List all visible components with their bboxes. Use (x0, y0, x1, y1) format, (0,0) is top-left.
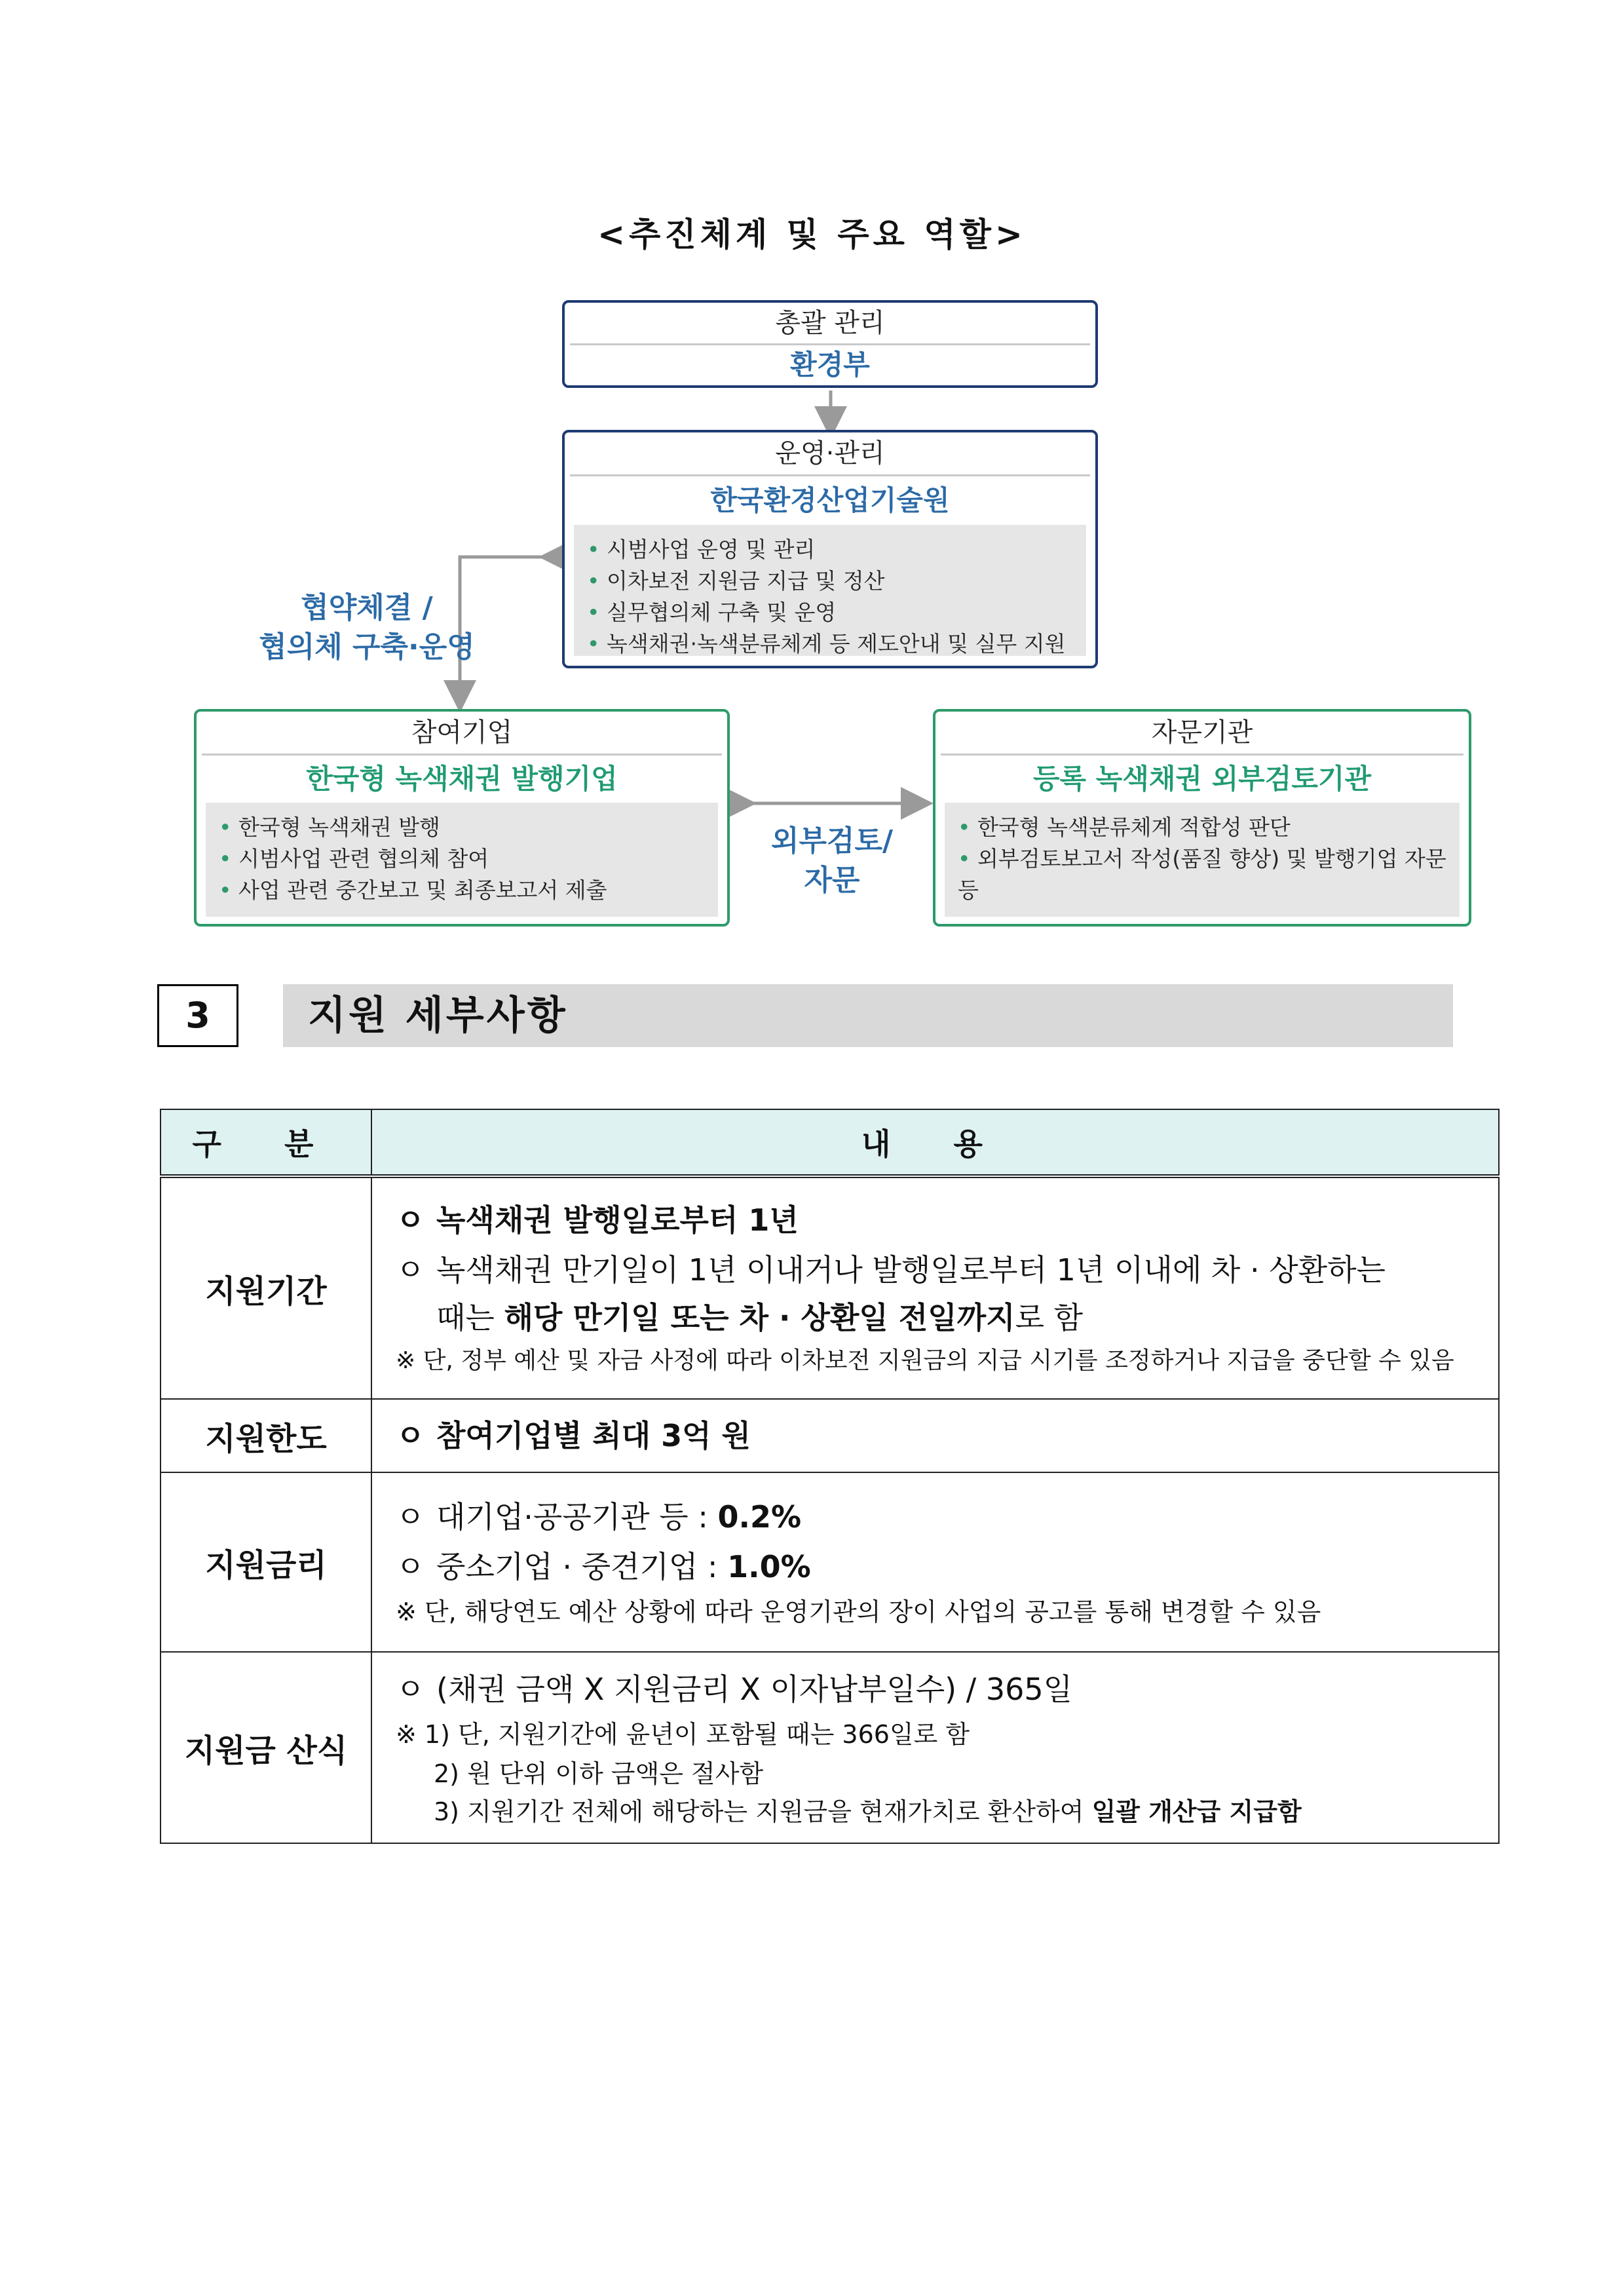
list-item: • 시범사업 관련 협의체 참여 (219, 843, 705, 875)
bullet-icon: ㅇ (396, 1418, 425, 1453)
formula-note-2: 2) 원 단위 이하 금액은 절사함 (434, 1759, 764, 1788)
list-item: • 한국형 녹색분류체계 적합성 판단 (958, 812, 1446, 843)
box-advisory-org: 등록 녹색채권 외부검토기관 (1032, 763, 1372, 795)
list-item: • 이차보전 지원금 지급 및 정산 (587, 565, 1073, 597)
box-operation-items (574, 525, 1086, 656)
box-advisory-items (945, 803, 1460, 917)
row-content-period: ㅇ 녹색채권 발행일로부터 1년 ㅇ 녹색채권 만기일이 1년 이내거나 발행일로부터 1년 이내에 차 · 상환하는 때는 해당 만기일 또는 차 · 상환일 전일까지로 함 ※ 단, 정부 예산 및 자금 사정에 따라 이차보전 지원금의 지급 시기를 조정하거나 지급을 중단할 수 있음 (371, 1176, 1499, 1399)
table-row (161, 1399, 1499, 1472)
list-item: • 외부검토보고서 작성(품질 향상) 및 발행기업 자문 등 (958, 843, 1446, 906)
box-general-management-org: 환경부 (790, 349, 870, 381)
list-item: • 시범사업 운영 및 관리 (587, 534, 1073, 565)
table-row (161, 1176, 1499, 1399)
bullet-icon: ㅇ (396, 1252, 425, 1288)
list-item: • 사업 관련 중간보고 및 최종보고서 제출 (219, 875, 705, 906)
section-number: 3 (157, 984, 238, 1047)
box-operation-org: 한국환경산업기술원 (710, 484, 950, 516)
box-operation (562, 430, 1098, 668)
box-participating-org: 한국형 녹색채권 발행기업 (306, 763, 618, 795)
box-operation-header: 운영·관리 (570, 432, 1090, 476)
row-content-formula: ㅇ (채권 금액 X 지원금리 X 이자납부일수) / 365일 ※ 1) 단, 지원기간에 윤년이 포함될 때는 366일로 함 2) 원 단위 이하 금액은 절사함 3) 지원기간 전체에 해당하는 지원금을 현재가치로 환산하여 일괄 개산급 지급함 (371, 1652, 1499, 1843)
row-label-formula: 지원금 산식 (161, 1652, 371, 1843)
agreement-label: 협약체결 / 협의체 구축·운영 (259, 591, 475, 664)
box-advisory-header: 자문기관 (941, 712, 1463, 756)
table-header-row (161, 1109, 1499, 1176)
bullet-icon: ㅇ (396, 1672, 425, 1707)
box-general-management-header: 총괄 관리 (570, 303, 1090, 345)
bullet-icon: ㅇ (396, 1202, 425, 1238)
box-general-management (562, 300, 1098, 388)
row-label-rate: 지원금리 (161, 1472, 371, 1652)
row-label-limit: 지원한도 (161, 1399, 371, 1472)
header-content: 내 용 (371, 1109, 1499, 1176)
support-details-table (160, 1109, 1500, 1844)
formula-note-1: ※ 1) 단, 지원기간에 윤년이 포함될 때는 366일로 함 (396, 1720, 970, 1749)
rate-note: ※ 단, 해당연도 예산 상황에 따라 운영기관의 장이 사업의 공고를 통해 변경할 수 있음 (396, 1598, 1321, 1626)
formula-note-3: 3) 지원기간 전체에 해당하는 지원금을 현재가치로 환산하여 일괄 개산급 지급함 (434, 1797, 1302, 1826)
row-label-period: 지원기간 (161, 1176, 371, 1399)
section-title: 지원 세부사항 (308, 993, 568, 1039)
diagram-title: <추진체계 및 주요 역할> (597, 216, 1027, 254)
box-participating-company (194, 709, 730, 927)
period-note: ※ 단, 정부 예산 및 자금 사정에 따라 이차보전 지원금의 지급 시기를 조정하거나 지급을 중단할 수 있음 (396, 1347, 1454, 1374)
list-item: • 녹색채권·녹색분류체계 등 제도안내 및 실무 지원 (587, 628, 1073, 660)
bullet-icon: ㅇ (396, 1499, 425, 1535)
box-participating-header: 참여기업 (202, 712, 722, 756)
table-row (161, 1652, 1499, 1843)
bullet-icon: ㅇ (396, 1549, 425, 1584)
list-item: • 실무협의체 구축 및 운영 (587, 597, 1073, 628)
external-review-label: 외부검토/ 자문 (770, 824, 894, 897)
table-row (161, 1472, 1499, 1652)
list-item: • 한국형 녹색채권 발행 (219, 812, 705, 843)
header-category: 구 분 (161, 1109, 371, 1176)
box-participating-items (206, 803, 718, 917)
box-advisory (933, 709, 1471, 927)
row-content-limit: ㅇ 참여기업별 최대 3억 원 (371, 1399, 1499, 1472)
row-content-rate: ㅇ 대기업·공공기관 등 : 0.2% ㅇ 중소기업 · 중견기업 : 1.0% ※ 단, 해당연도 예산 상황에 따라 운영기관의 장이 사업의 공고를 통해 변경할 수 있음 (371, 1472, 1499, 1652)
